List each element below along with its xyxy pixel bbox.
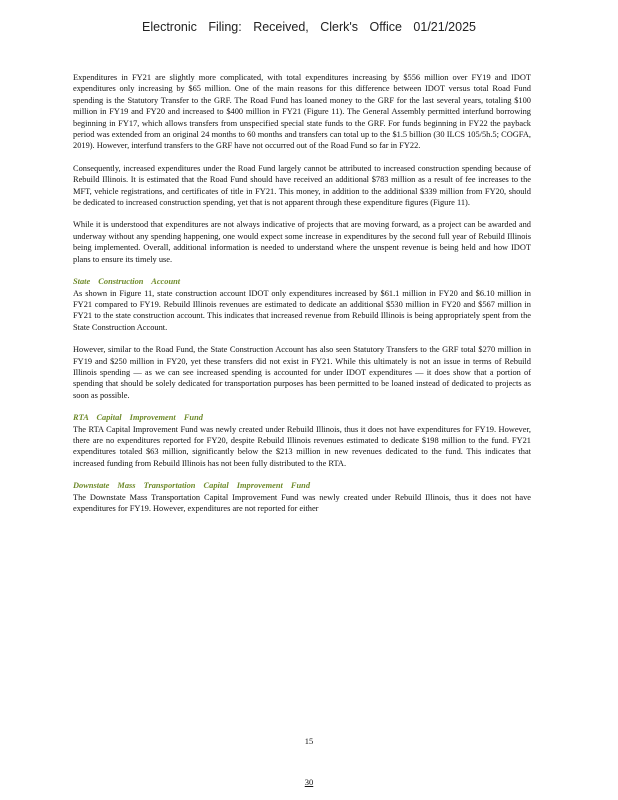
section-title-state-construction: State Construction Account: [73, 277, 181, 287]
paragraph-state-construction: As shown in Figure 11, state construction account IDOT only expenditures increased by $61.1 million in FY20 and $6.10 million in FY21 compared to FY19. Rebuild Illinois revenues are estimated to dedicate an additional $530 million in FY20 and $567 million in FY21 to the state construction account. This indicates that increased revenue from Rebuild Illinois is being appropriately spent from the State Construction Account.: [73, 288, 531, 332]
paragraph-road-fund-expenditures: Expenditures in FY21 are slightly more complicated, with total expenditures increasing by $556 million over FY19 and IDOT expenditures only increasing by $65 million. One of the main reasons for this difference between IDOT versus total Road Fund spending is the Statutory Transfer to the GRF. The Road Fund has loaned money to the GRF for the last several years, totaling $100 million in FY19 and FY20 and increased to $400 million in FY21 (Figure 11). The General Assembly permitted interfund borrowing beginning in FY17, which allows transfers from unspecified special state funds to the GRF. For funds beginning in FY22 the payback period was extended from an original 24 months to 60 months and transfers can total up to the $1.5 billion (30 ILCS 105/5h.5; COGFA, 2019). However, interfund transfers to the GRF have not occurred out of the Road Fund so far in FY22.: [73, 73, 531, 151]
paragraph-downstate-mass: The Downstate Mass Transportation Capital Improvement Fund was newly created under Rebuild Illinois, thus it does not have expenditures for FY19. However, expenditures are not reported for either: [73, 492, 531, 513]
paragraph-rta-capital: The RTA Capital Improvement Fund was newly created under Rebuild Illinois, thus it does not have expenditures for FY19. However, there are no expenditures reported for FY20, despite Rebuild Illinois revenues estimated to dedicate $198 million to the fund. FY21 expenditures totaled $63 million, significantly below the $213 million in new revenues dedicated to the fund. This indicates that increased funding from Rebuild Illinois has not been fully distributed to the RTA.: [73, 424, 531, 468]
paragraph-state-construction-transfers: However, similar to the Road Fund, the State Construction Account has also seen Statutory Transfers to the GRF total $270 million in FY19 and $250 million in FY20, yet these transfers did not exist in FY21. While this ultimately is not an issue in terms of Rebuild Illinois spending — as we can see increased spending is accounted for under IDOT expenditures — it does show that a portion of spending that should be solely dedicated for transportation purposes has been permitted to be loaned instead of dedicated to projects as soon as possible.: [73, 345, 531, 400]
document-body: [73, 72, 531, 524]
page-number: 15: [304, 736, 314, 746]
document-page-number: 30: [304, 777, 314, 787]
paragraph-road-fund-consequences: Consequently, increased expenditures under the Road Fund largely cannot be attributed to increased construction spending because of Rebuild Illinois. It is estimated that the Road Fund should have received an additional $783 million as a result of fee increases to the MFT, vehicle registrations, and certificates of title in FY21. This money, in addition to the additional $339 million from FY20, should be dedicated to increased construction spending, yet that is not apparent through these expenditure figures (Figure 11).: [73, 163, 531, 208]
filing-header: Electronic Filing: Received, Clerk's Office 01/21/2025: [142, 20, 476, 34]
paragraph-expenditure-understanding: While it is understood that expenditures are not always indicative of projects that are moving forward, as a project can be awarded and underway without any spending happening, one would expect some increase in expenditures by the second full year of Rebuild Illinois being implemented. Overall, additional information is needed to understand where the unspent revenue is being held and how IDOT plans to ensure its timely use.: [73, 220, 531, 264]
section-title-rta-capital: RTA Capital Improvement Fund: [73, 413, 203, 423]
section-title-downstate-mass: Downstate Mass Transportation Capital Improvement Fund: [73, 481, 311, 491]
